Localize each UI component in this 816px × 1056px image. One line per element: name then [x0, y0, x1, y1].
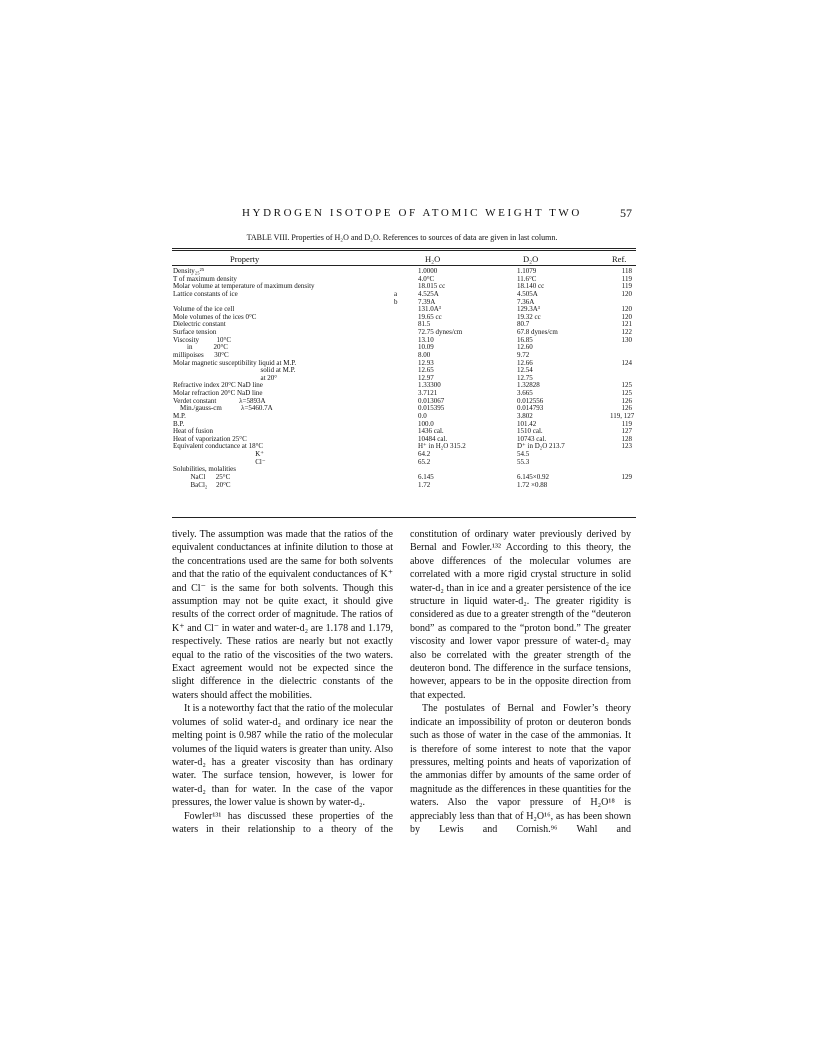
body-paragraph: Fowler¹³¹ has discussed these properties of the waters in their relationship to a theory of the [172, 810, 393, 835]
column-header-h2o: H₂O [425, 254, 441, 264]
table-cell-h2o: 18.015 cc [418, 282, 446, 291]
table-cell-h2o: H⁺ in H₂O 315.2 [418, 442, 466, 451]
table-cell-property: Solubilities, molalities [173, 465, 236, 474]
table-cell-d2o: 67.8 dynes/cm [517, 328, 558, 337]
table-cell-property: Molar volume at temperature of maximum density [173, 282, 315, 291]
column-header-d2o: D₂O [523, 254, 539, 264]
table-cell-ref [610, 451, 632, 458]
table-cell-property: T of maximum density [173, 274, 237, 283]
table-cell-ref: 129 [621, 473, 632, 481]
table-cell-h2o: 0.013067 [418, 396, 445, 405]
table-cell-h2o: 10484 cal. [418, 434, 448, 443]
table-cell-property: BaCl₂ 20°C [173, 480, 231, 489]
table-cell-d2o: 7.36A [517, 297, 535, 306]
table-cell-property: Heat of vaporization 25°C [173, 434, 247, 443]
table-cell-d2o: 1.72 ×0.88 [517, 480, 548, 489]
table-cell-ref: 124 [621, 358, 632, 367]
table-cell-h2o: 12.65 [418, 366, 434, 375]
table-cell-ref [610, 344, 632, 351]
table-cell-ref: 123 [621, 442, 632, 451]
table-cell-d2o: 18.140 cc [517, 282, 545, 291]
page-header [172, 207, 632, 221]
table-cell-d2o: 3.665 [517, 389, 533, 398]
table-cell-h2o: 8.00 [418, 350, 431, 359]
table-cell-h2o: 100.0 [418, 419, 434, 428]
table-cell-d2o: 3.802 [517, 411, 533, 420]
table-cell-d2o: 129.3A³ [517, 305, 540, 314]
table-cell-ref: 122 [621, 328, 632, 337]
table-cell-property: millipoises 30°C [173, 350, 229, 359]
table-cell-property: Volume of the ice cell [173, 305, 235, 314]
table-top-rule [172, 248, 636, 251]
table-cell-property: Dielectric constant [173, 320, 226, 329]
table-cell-ref: 120 [621, 305, 632, 314]
body-column-left [172, 528, 393, 836]
table-cell-ref [610, 459, 632, 466]
table-cell-property: Viscosity 10°C [173, 335, 231, 344]
table-cell-ref: 125 [621, 381, 632, 390]
body-paragraph: The postulates of Bernal and Fowler’s theory indicate an impossibility of proton or deuteron bonds such as those of water in the case of the ammonias. It is therefore of some interest to note that the vapor pressures, melting points and heats of vaporization of the ammonias differ by amounts of the same order of magnitude as the differences in these quantities for the waters. Also the vapor pressure of H₂O¹⁸ is appreciably less than that of H₂O¹⁶, as has been shown by Lewis and Cornish.⁹⁶ Wahl and [410, 703, 631, 835]
table-cell-property: Heat of fusion [173, 427, 214, 436]
table-cell-sub: a [394, 289, 398, 298]
table-cell-h2o: 10.09 [418, 343, 434, 352]
table-cell-ref: 119 [621, 274, 632, 283]
table-cell-ref [610, 352, 632, 359]
table-cell-h2o: 12.93 [418, 358, 434, 367]
table-cell-h2o: 1.0000 [418, 267, 438, 275]
table-cell-property: Verdet constant λ=5893A [173, 396, 266, 405]
table-cell-d2o: 1.32828 [517, 381, 540, 390]
table-cell-d2o: 4.505A [517, 289, 538, 298]
table-cell-ref: 119, 127 [610, 411, 635, 420]
table-cell-d2o: 12.66 [517, 358, 533, 367]
table-cell-h2o: 12.97 [418, 373, 434, 382]
table-cell-ref: 121 [621, 320, 632, 329]
page-number: 57 [620, 206, 632, 220]
table-cell-h2o: 0.015395 [418, 404, 445, 413]
table-cell-sub: b [394, 297, 398, 306]
table-cell-d2o: 6.145×0.92 [517, 473, 549, 481]
table-cell-d2o: 1510 cal. [517, 427, 543, 436]
table-cell-ref: 128 [621, 434, 632, 443]
table-cell-ref: 125 [621, 389, 632, 398]
table-cell-h2o: 131.0A³ [418, 305, 441, 314]
table-cell-h2o: 81.5 [418, 320, 431, 329]
table-cell-h2o: 7.39A [418, 297, 436, 306]
table-cell-property: B.P. [173, 419, 185, 428]
table-cell-ref: 119 [621, 282, 632, 291]
table-cell-d2o: 12.60 [517, 343, 533, 352]
table-cell-ref: 119 [621, 419, 632, 428]
table-cell-d2o: 11.6°C [517, 274, 537, 283]
table-cell-property: NaCl 25°C [173, 473, 231, 481]
table-cell-ref: 120 [621, 289, 632, 298]
body-column-right [410, 528, 631, 836]
table-cell-property: Molar magnetic susceptibility liquid at M.P. [173, 358, 297, 367]
table-cell-h2o: 72.75 dynes/cm [418, 328, 463, 337]
table-cell-h2o: 1.33300 [418, 381, 441, 390]
table-cell-property: Min./gauss-cm λ=5460.7A [173, 404, 273, 413]
table-cell-property: Mole volumes of the ices 0°C [173, 312, 257, 321]
body-paragraph: tively. The assumption was made that the ratios of the equivalent conductances at infinite dilution to those at the concentrations used are the same for both solvents and that the ratio of the equivalent conductances of K⁺ and Cl⁻ is the same for both solvents. Though this assumption may not be quite exact, it should give results of the correct order of magnitude. The ratios of K⁺ and Cl⁻ in water and water-d₂ are 1.178 and 1.179, respectively. These ratios are nearly but not exactly equal to the ratio of the viscosities of the two waters. Exact agreement would not be expected since the slight difference in the dielectric constants of the waters should affect the mobilities. [172, 529, 393, 701]
table-caption: TABLE VIII. Properties of H₂O and D₂O. References to sources of data are given in last column. [246, 233, 558, 242]
table-cell-h2o: 4.0°C [418, 274, 435, 283]
table-cell-ref [610, 482, 632, 489]
table-cell-d2o: 101.42 [517, 419, 537, 428]
table-cell-ref: 126 [621, 404, 632, 413]
table-cell-property: Density₂₅²⁵ [173, 267, 205, 275]
table-bottom-rule [172, 517, 636, 518]
table-cell-d2o: 0.012556 [517, 396, 544, 405]
table-cell-d2o: 80.7 [517, 320, 530, 329]
table-cell-d2o: 54.5 [517, 450, 530, 459]
table-cell-d2o: 0.014793 [517, 404, 544, 413]
table-cell-ref: 130 [621, 335, 632, 344]
table-cell-property: Lattice constants of ice [173, 289, 238, 298]
table-cell-property: solid at M.P. [173, 366, 296, 375]
table-cell-property: M.P. [173, 411, 186, 420]
table-cell-h2o: 65.2 [418, 457, 431, 466]
table-cell-ref: 118 [621, 267, 632, 275]
table-cell-property: Equivalent conductance at 18°C [173, 442, 264, 451]
table-cell-ref [610, 367, 632, 374]
table-cell-d2o: 10743 cal. [517, 434, 547, 443]
table-cell-ref: 127 [621, 427, 632, 436]
table-cell-d2o: 55.3 [517, 457, 530, 466]
table-cell-h2o: 1.72 [418, 480, 431, 489]
table-cell-property: Refractive index 20°C NaD line [173, 381, 263, 390]
running-head: HYDROGEN ISOTOPE OF ATOMIC WEIGHT TWO [242, 207, 582, 219]
table-cell-property: Cl⁻ [173, 457, 266, 466]
table-cell-d2o: 9.72 [517, 350, 530, 359]
table-cell-d2o: D⁺ in D₂O 213.7 [517, 442, 565, 451]
table-cell-d2o: 19.32 cc [517, 312, 541, 321]
table-cell-h2o: 3.7121 [418, 389, 438, 398]
table-cell-property: Surface tension [173, 328, 217, 337]
body-paragraph: It is a noteworthy fact that the ratio of the molecular volumes of solid water-d₂ and ordinary ice near the melting point is 0.987 while the ratio of the molecular volumes of the liquid waters is greater than unity. Also water-d₂ has a greater viscosity than has ordinary water. The surface tension, however, is lower for water-d₂ than for water. In the case of the vapor pressures, the lower value is shown by water-d₂. [172, 703, 393, 809]
table-cell-d2o: 12.75 [517, 373, 533, 382]
table-cell-property: Molar refraction 20°C NaD line [173, 389, 263, 398]
table-cell-h2o: 13.10 [418, 335, 434, 344]
column-header-property: Property [230, 254, 260, 264]
table-cell-h2o: 6.145 [418, 473, 434, 481]
table-cell-d2o: 12.54 [517, 366, 533, 375]
table-cell-h2o: 64.2 [418, 450, 431, 459]
table-cell-ref: 126 [621, 396, 632, 405]
table-cell-d2o: 1.1079 [517, 267, 537, 275]
column-header-ref: Ref. [612, 254, 627, 264]
table-cell-d2o: 16.85 [517, 335, 533, 344]
table-cell-h2o: 1436 cal. [418, 427, 444, 436]
table-cell-ref: 120 [621, 312, 632, 321]
table-cell-property: K⁺ [173, 450, 264, 459]
table-cell-property: at 20° [173, 373, 278, 382]
body-paragraph: constitution of ordinary water previously derived by Bernal and Fowler.¹³² According to this theory, the above differences of the molecular volumes are correlated with a more rigid crystal structure in solid water-d₂ than in ice and a greater persistence of the ice structure in liquid water-d₂. The greater rigidity is considered as due to a greater strength of the “deuteron bond” as compared to the “proton bond.” The greater viscosity and lower vapor pressure of water-d₂ may also be correlated with the greater strength of the deuteron bond. The difference in the surface tensions, however, appears to be in the opposite direction from that expected. [410, 529, 631, 701]
table-header-rule [172, 265, 636, 266]
table-cell-h2o: 4.525A [418, 289, 439, 298]
table-cell-property: in 20°C [173, 343, 228, 352]
table-cell-h2o: 0.0 [418, 411, 427, 420]
table-cell-h2o: 19.65 cc [418, 312, 442, 321]
